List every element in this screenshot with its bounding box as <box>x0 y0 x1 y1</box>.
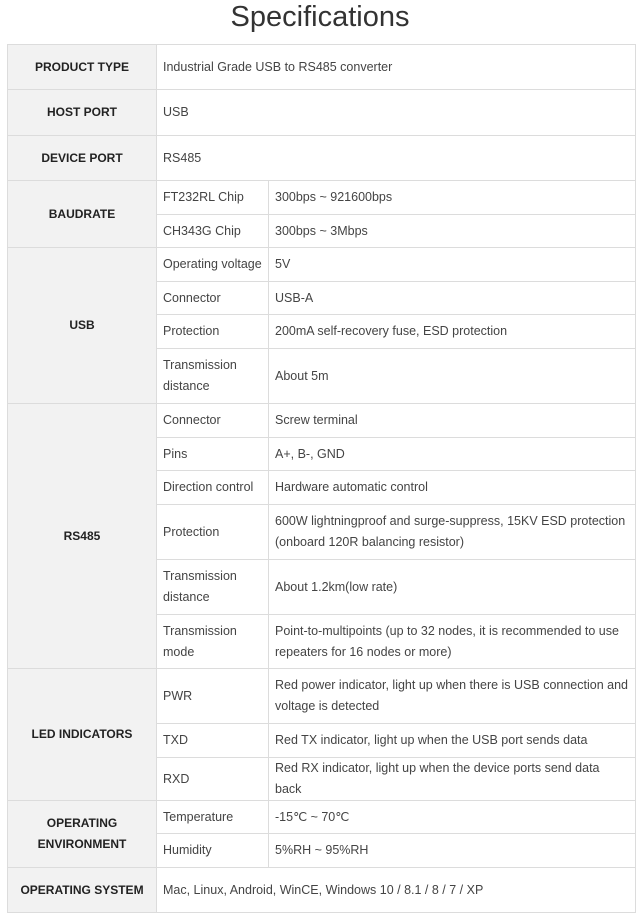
spec-sub-name: Pins <box>157 438 269 471</box>
spec-label: HOST PORT <box>8 90 157 136</box>
spec-sub-name: PWR <box>157 669 269 724</box>
spec-sub-name: Temperature <box>157 801 269 834</box>
spec-sub-value: 5%RH ~ 95%RH <box>269 834 636 868</box>
spec-sub-name: Operating voltage <box>157 248 269 282</box>
spec-sub-value: Point-to-multipoints (up to 32 nodes, it is recommended to use repeaters for 16 nodes or more) <box>269 615 636 669</box>
spec-label: PRODUCT TYPE <box>8 45 157 90</box>
spec-sub-value: Red RX indicator, light up when the device ports send data back <box>269 758 636 801</box>
spec-value: Industrial Grade USB to RS485 converter <box>157 45 636 90</box>
spec-label: OPERATING SYSTEM <box>8 868 157 913</box>
spec-row-host-port <box>8 90 636 136</box>
spec-sub-value: About 1.2km(low rate) <box>269 560 636 615</box>
spec-value: USB <box>157 90 636 136</box>
spec-sub-value: 200mA self-recovery fuse, ESD protection <box>269 315 636 349</box>
page-title: Specifications <box>230 1 410 33</box>
spec-sub-value: About 5m <box>269 349 636 404</box>
spec-sub-value: Screw terminal <box>269 404 636 438</box>
spec-sub-name: FT232RL Chip <box>157 181 269 215</box>
spec-row-device-port <box>8 136 636 181</box>
spec-sub-name: Connector <box>157 404 269 438</box>
spec-label: DEVICE PORT <box>8 136 157 181</box>
spec-value: Mac, Linux, Android, WinCE, Windows 10 / 8.1 / 8 / 7 / XP <box>157 868 636 913</box>
spec-sub-value: -15℃ ~ 70℃ <box>269 801 636 834</box>
spec-row-usb <box>8 248 636 282</box>
spec-row-operating-system <box>8 868 636 913</box>
spec-sub-name: Transmission distance <box>157 349 269 404</box>
spec-sub-value: USB-A <box>269 282 636 315</box>
spec-sub-value: 600W lightningproof and surge-suppress, 15KV ESD protection (onboard 120R balancing resistor) <box>269 505 636 560</box>
spec-sub-value: Hardware automatic control <box>269 471 636 505</box>
spec-row-operating-environment <box>8 801 636 834</box>
spec-value: RS485 <box>157 136 636 181</box>
spec-label: RS485 <box>8 404 157 669</box>
spec-sub-name: Transmission distance <box>157 560 269 615</box>
spec-sub-name: Connector <box>157 282 269 315</box>
spec-sub-name: Humidity <box>157 834 269 868</box>
spec-label: OPERATING ENVIRONMENT <box>8 801 157 868</box>
spec-sub-value: 300bps ~ 921600bps <box>269 181 636 215</box>
spec-label: BAUDRATE <box>8 181 157 248</box>
spec-sub-value: Red TX indicator, light up when the USB port sends data <box>269 724 636 758</box>
spec-sub-name: RXD <box>157 758 269 801</box>
spec-label: LED INDICATORS <box>8 669 157 801</box>
spec-sub-name: Protection <box>157 505 269 560</box>
spec-sub-name: Transmission mode <box>157 615 269 669</box>
spec-sub-value: A+, B-, GND <box>269 438 636 471</box>
spec-row-rs485 <box>8 404 636 438</box>
spec-sub-value: 300bps ~ 3Mbps <box>269 215 636 248</box>
spec-sub-name: TXD <box>157 724 269 758</box>
spec-label: USB <box>8 248 157 404</box>
spec-sub-name: Direction control <box>157 471 269 505</box>
spec-row-product-type <box>8 45 636 90</box>
spec-row-baudrate <box>8 181 636 215</box>
spec-row-led-indicators <box>8 669 636 724</box>
spec-sub-value: 5V <box>269 248 636 282</box>
spec-sub-name: Protection <box>157 315 269 349</box>
spec-sub-value: Red power indicator, light up when there is USB connection and voltage is detected <box>269 669 636 724</box>
spec-sub-name: CH343G Chip <box>157 215 269 248</box>
specifications-table <box>7 44 636 913</box>
